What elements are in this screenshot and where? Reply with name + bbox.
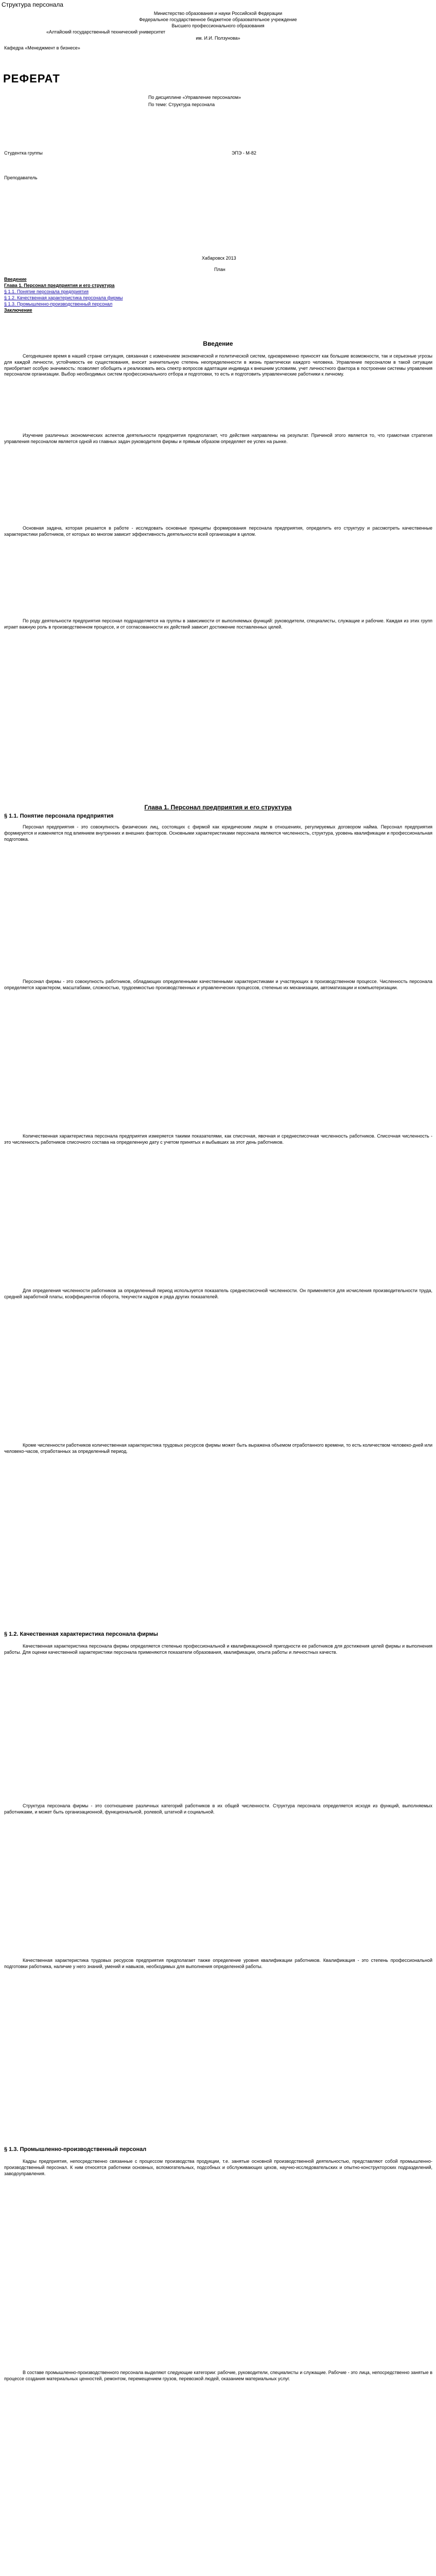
section-1-1-heading: § 1.1. Понятие персонала предприятия	[4, 813, 114, 819]
section-1-3-paragraph-1: Кадры предприятия, непосредственно связанные с процессом производства продукции, т.е. занятые основной производственной деятельностью, представляют собой промышленно-производственный персонал. К ним относятся работники основных, вспомогательных, подсобных и обслуживающих цехов, научно-исследовательских и опытно-конструкторских подразделений, заводоуправления.	[4, 2159, 432, 2176]
section-1-1-paragraph-2: Персонал фирмы - это совокупность работников, обладающих определенными качественными характеристиками и участвующих в производственном процессе. Численность персонала определяется характером, масштабами, сложностью, трудоемкостью производственных и управленческих процессов, степенью их механизации, автоматизации и компьютеризации.	[4, 979, 432, 990]
discipline-line: По дисциплине «Управление персоналом»	[148, 95, 241, 100]
city-year: Хабаровск 2013	[202, 256, 236, 261]
plan-heading: План	[214, 267, 225, 272]
section-1-3-paragraph-2: В составе промышленно-производственного персонала выделяют следующие категории: рабочие, руководители, специалисты и служащие. Рабочие - это лица, непосредственно занятые в процессе создания материальных ценностей, ремонтом, перемещением грузов, перевозкой людей, оказанием материальных услуг.	[4, 2370, 432, 2381]
department-line: Кафедра «Менеджмент в бизнесе»	[4, 45, 80, 50]
section-1-2-heading: § 1.2. Качественная характеристика персонала фирмы	[4, 1631, 158, 1637]
table-of-contents	[4, 276, 123, 313]
section-1-2-paragraph-1: Качественная характеристика персонала фирмы определяется степенью профессиональной и квалификационной пригодности ее работников для достижения целей фирмы и выполнения работы. Для оценки качественной характеристики персонала применяются показатели образования, квалификации, опыта работы и личностных качеств.	[4, 1643, 432, 1655]
topic-line: По теме: Структура персонала	[148, 102, 215, 107]
section-1-1-paragraph-4: Для определения численности работников за определенный период используется показатель среднесписочной численности. Он применяется для исчисления производительности труда, средней заработной платы, коэффициентов оборота, текучести кадров и ряда других показателей.	[4, 1288, 432, 1299]
intro-heading: Введение	[203, 340, 233, 347]
page-title: Структура персонала	[2, 1, 63, 8]
header-line-5: им. И.И. Ползунова»	[196, 36, 240, 41]
section-1-2-paragraph-3: Качественная характеристика трудовых ресурсов предприятия предполагает также определение уровня квалификации работников. Квалификация - это степень профессиональной подготовки работника, наличие у него знаний, умений и навыков, необходимых для выполнения определенной работы.	[4, 1958, 432, 1969]
teacher-label: Преподаватель	[4, 175, 38, 180]
section-1-1-paragraph-5: Кроме численности работников количественная характеристика трудовых ресурсов фирмы может быть выражена объемом отработанного времени, то есть количеством человеко-дней или человеко-часов, отработанных за определенный период.	[4, 1443, 432, 1454]
toc-link-intro[interactable]: Введение	[4, 277, 27, 282]
group-value: ЭПЭ - М-82	[232, 150, 256, 156]
toc-link-conclusion[interactable]: Заключение	[4, 308, 32, 313]
header-line-2: Федеральное государственное бюджетное образовательное учреждение	[139, 17, 297, 22]
referat-heading: РЕФЕРАТ	[3, 72, 60, 85]
header-line-3: Высшего профессионального образования	[171, 23, 265, 28]
student-label: Студентка группы	[4, 150, 43, 156]
toc-link-section-1-2[interactable]: § 1.2. Качественная характеристика персонала фирмы	[4, 295, 123, 300]
intro-paragraph-3: Основная задача, которая решается в работе - исследовать основные принципы формирования персонала предприятия, определить его структуру и рассмотреть качественные характеристики работников, от которых во многом зависит эффективность деятельности всей организации в целом.	[4, 526, 432, 537]
intro-paragraph-1: Сегодняшнее время в нашей стране ситуация, связанная с изменением экономической и политической систем, одновременно приносят как большие возможности, так и серьезные угрозы для каждой личности, устойчивость ее существования, вносит значительную степень неопределенности в жизнь практически каждого человека. Управление персоналом в такой ситуации приобретает особую значимость: позволяет обобщить и реализовать весь спектр вопросов адаптации индивида к внешним условиям, учет личностного фактора в построении системы управления персоналом организации. Выбор необходимых систем профессионального отбора и подготовки, то есть и подготовить управленческие работники к личному.	[4, 353, 432, 377]
intro-paragraph-4: По роду деятельности предприятия персонал подразделяется на группы в зависимости от выполняемых функций: руководители, специалисты, служащие и рабочие. Каждая из этих групп играет важную роль в производственном процессе, и от согласованности их действий зависит достижение поставленных целей.	[4, 618, 432, 630]
toc-link-section-1-1[interactable]: § 1.1. Понятие персонала предприятия	[4, 289, 89, 294]
toc-link-section-1-3[interactable]: § 1.3. Промышленно-производственный персонал	[4, 301, 113, 307]
section-1-1-paragraph-1: Персонал предприятия - это совокупность физических лиц, состоящих с фирмой как юридическим лицом в отношениях, регулируемых договором найма. Персонал предприятия формируется и изменяется под влиянием внутренних и внешних факторов. Основными характеристиками персонала являются численность, структура, уровень квалификации и профессиональная подготовка.	[4, 824, 432, 842]
section-1-1-paragraph-3: Количественная характеристика персонала предприятия измеряется такими показателями, как списочная, явочная и среднесписочная численность работников. Списочная численность - это численность работников списочного состава на определенную дату с учетом принятых и выбывших за этот день работников.	[4, 1133, 432, 1145]
section-1-3-heading: § 1.3. Промышленно-производственный персонал	[4, 2146, 147, 2153]
section-1-2-paragraph-2: Структура персонала фирмы - это соотношение различных категорий работников в их общей численности. Структура персонала определяется исходя из функций, выполняемых работниками, и может быть организационной, функциональной, ролевой, штатной и социальной.	[4, 1803, 432, 1815]
header-line-4: «Алтайский государственный технический университет	[46, 29, 166, 35]
chapter-1-heading: Глава 1. Персонал предприятия и его структура	[144, 804, 292, 811]
header-line-1: Министерство образования и науки Российской Федерации	[153, 11, 283, 16]
toc-link-chapter-1[interactable]: Глава 1. Персонал предприятия и его структура	[4, 283, 115, 288]
intro-paragraph-2: Изучение различных экономических аспектов деятельности предприятия предполагает, что действия направлены на результат. Причиной этого является то, что грамотная стратегия управления персоналом является одной из главных задач руководителя фирмы и прямым образом определяет ее успех на рынке.	[4, 433, 432, 444]
